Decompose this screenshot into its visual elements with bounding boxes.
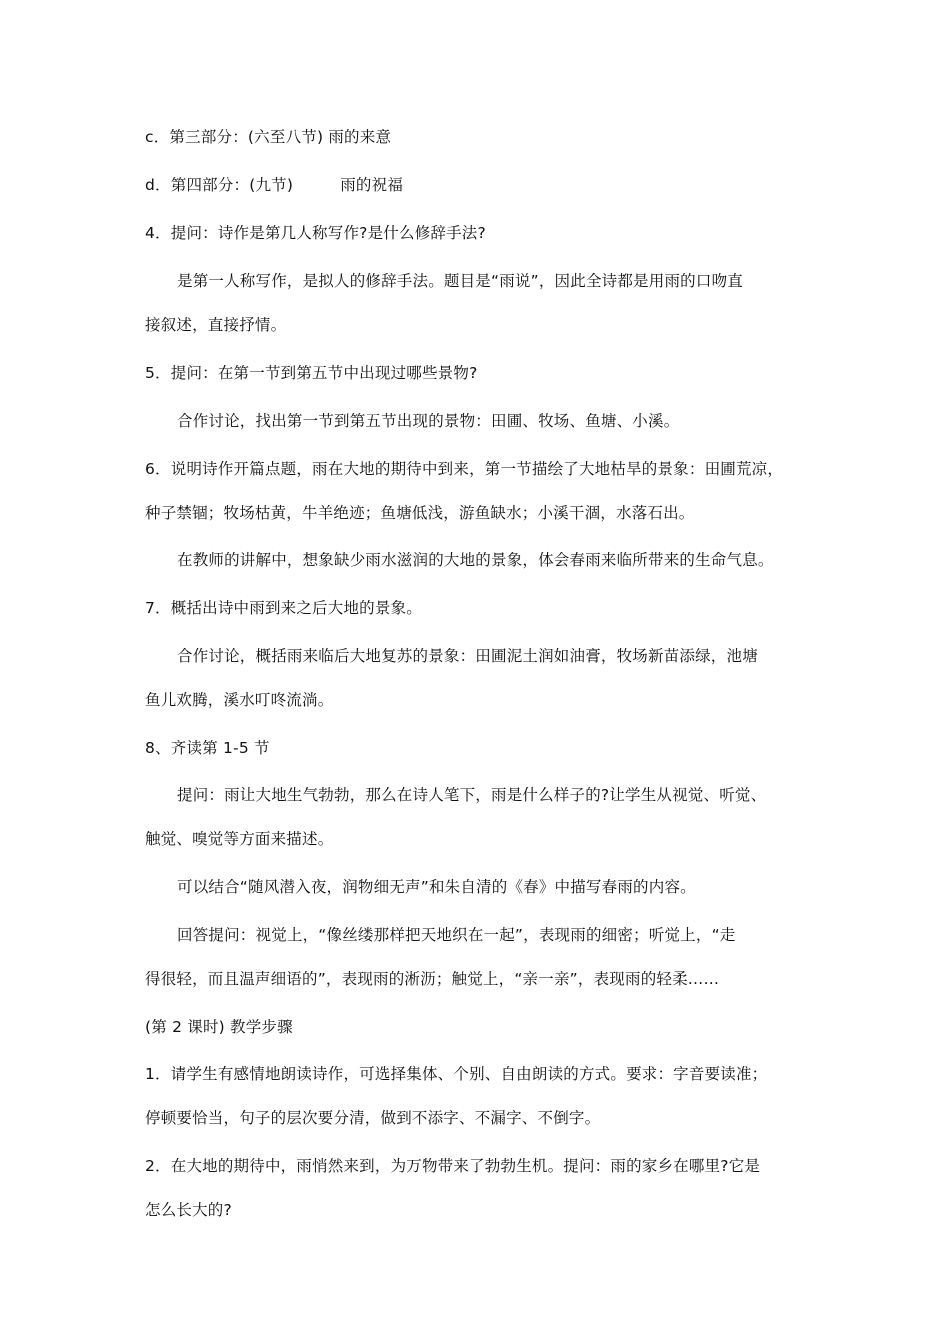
text-line-s2-2: 怎么长大的? [145,1201,232,1219]
text-line-a5: 合作讨论，找出第一节到第五节出现的景物：田圃、牧场、鱼塘、小溪。 [177,412,680,430]
text-line-a8-1: 提问：雨让大地生气勃勃，那么在诗人笔下，雨是什么样子的?让学生从视觉、听觉、 [177,786,767,804]
text-line-s2-1: 2．在大地的期待中，雨悄然来到，为万物带来了勃勃生机。提问：雨的家乡在哪里?它是 [145,1157,761,1175]
text-line-q4: 4．提问：诗作是第几人称写作?是什么修辞手法? [145,224,486,242]
text-line-q8: 8、齐读第 1-5 节 [145,739,270,757]
text-line-a8-2: 触觉、嗅觉等方面来描述。 [145,830,334,848]
text-line-a7-1: 合作讨论，概括雨来临后大地复苏的景象：田圃泥土润如油膏，牧场新苗添绿，池塘 [177,647,758,665]
text-line-s1-1: 1．请学生有感情地朗读诗作，可选择集体、个别、自由朗读的方式。要求：字音要读准； [145,1065,768,1083]
text-line-a6: 在教师的讲解中，想象缺少雨水滋润的大地的景象，体会春雨来临所带来的生命气息。 [177,551,774,569]
text-line-a4-1: 是第一人称写作，是拟人的修辞手法。题目是“雨说”，因此全诗都是用雨的口吻直 [177,272,743,290]
text-line-q7: 7．概括出诗中雨到来之后大地的景象。 [145,599,422,617]
text-line-part3: c．第三部分：(六至八节) 雨的来意 [145,128,392,146]
text-line-q6-1: 6．说明诗作开篇点题，雨在大地的期待中到来，第一节描绘了大地枯旱的景象：田圃荒凉， [145,460,784,478]
text-line-a8-3: 可以结合“随风潜入夜，润物细无声”和朱自清的《春》中描写春雨的内容。 [177,878,696,896]
section-heading-lesson2: (第 2 课时) 教学步骤 [145,1018,293,1036]
text-line-a8-5: 得很轻，而且温声细语的”，表现雨的淅沥；触觉上，“亲一亲”，表现雨的轻柔…… [145,970,720,988]
text-line-a7-2: 鱼儿欢腾，溪水叮咚流淌。 [145,691,334,709]
text-line-q5: 5．提问：在第一节到第五节中出现过哪些景物? [145,364,478,382]
text-line-s1-2: 停顿要恰当，句子的层次要分清，做到不添字、不漏字、不倒字。 [145,1109,601,1127]
text-line-q6-2: 种子禁锢；牧场枯黄，牛羊绝迹；鱼塘低浅，游鱼缺水；小溪干涸，水落石出。 [145,504,695,522]
text-line-a4-2: 接叙述，直接抒情。 [145,316,287,334]
text-line-a8-4: 回答提问：视觉上，“像丝缕那样把天地织在一起”，表现雨的细密；听觉上，“走 [177,926,736,944]
text-line-part4: d．第四部分：(九节) 雨的祝福 [145,176,404,194]
